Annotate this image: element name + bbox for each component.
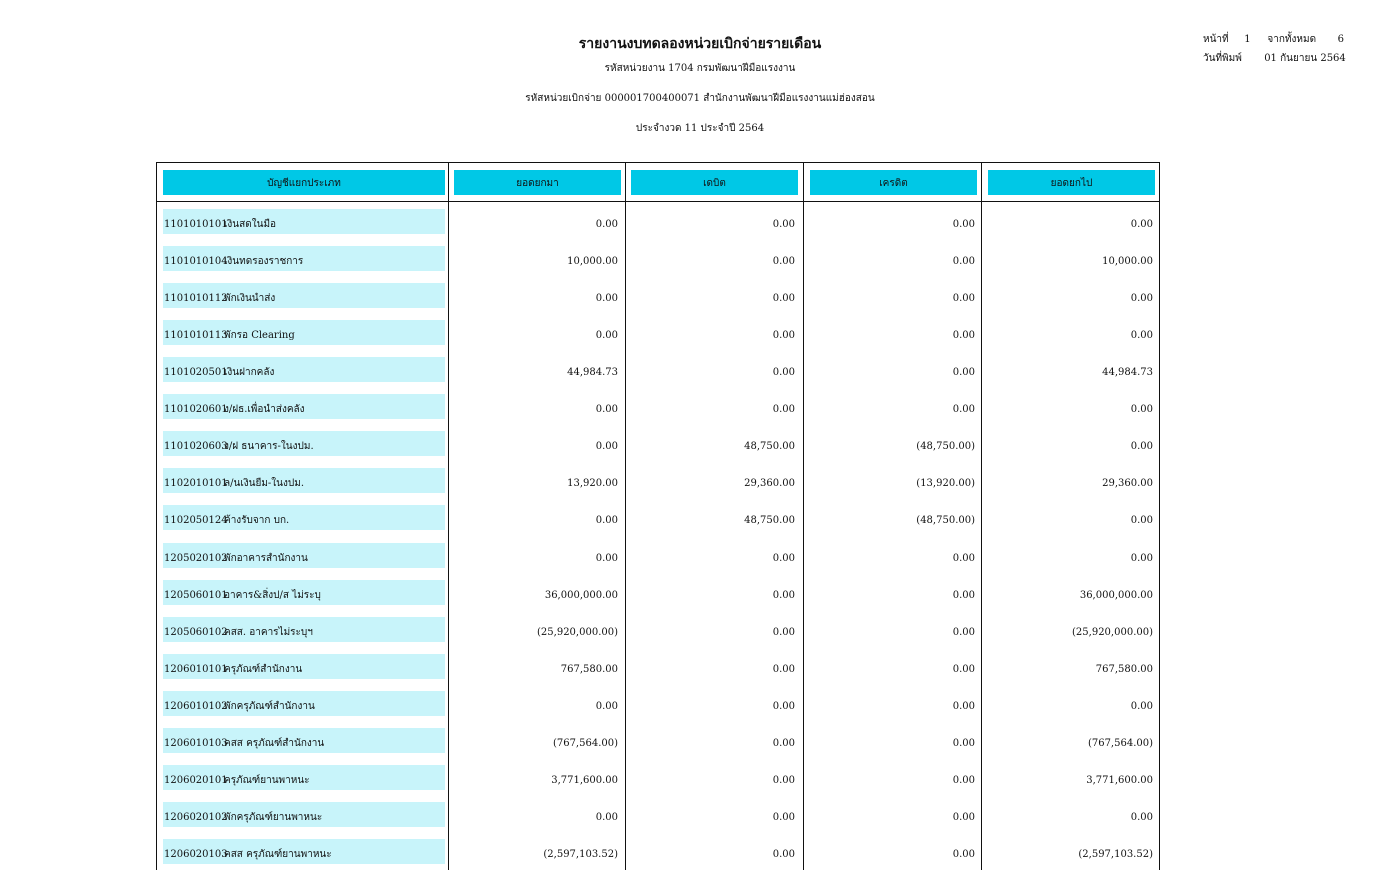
account-cell	[163, 246, 445, 271]
credit-cell: 0.00	[952, 849, 975, 861]
debit-cell: 0.00	[772, 849, 795, 861]
account-cell	[163, 283, 445, 308]
account-code: 1102010101	[164, 478, 228, 490]
account-code: 1101020501	[164, 367, 228, 379]
account-code: 1101020601	[164, 404, 228, 416]
account-name: เงินสดในมือ	[224, 219, 277, 230]
debit-cell: 0.00	[772, 330, 795, 342]
brought-forward-cell: (2,597,103.52)	[543, 849, 618, 861]
account-name: คสส. อาคารไม่ระบุฯ	[224, 626, 313, 638]
debit-cell: 48,750.00	[744, 515, 795, 527]
account-name: พักครุภัณฑ์ยานพาหนะ	[224, 811, 323, 823]
account-code: 1205060101	[164, 589, 228, 601]
account-name: เงินฝากคลัง	[224, 367, 275, 379]
carried-forward-cell: 0.00	[1130, 552, 1153, 564]
brought-forward-cell: 0.00	[595, 330, 618, 342]
account-code: 1206010102	[164, 700, 228, 712]
table-row	[157, 802, 1159, 827]
debit-cell: 0.00	[772, 367, 795, 379]
carried-forward-cell: 0.00	[1130, 293, 1153, 305]
account-code: 1101020603	[164, 441, 228, 453]
table-row	[157, 283, 1159, 308]
debit-cell: 0.00	[772, 811, 795, 823]
brought-forward-cell: 0.00	[595, 404, 618, 416]
credit-cell: 0.00	[952, 330, 975, 342]
credit-cell: 0.00	[952, 404, 975, 416]
page-number-info	[1203, 32, 1344, 47]
credit-cell: 0.00	[952, 293, 975, 305]
carried-forward-cell: 0.00	[1130, 404, 1153, 416]
account-name: ครุภัณฑ์สำนักงาน	[224, 663, 303, 675]
brought-forward-cell: 0.00	[595, 811, 618, 823]
debit-cell: 0.00	[772, 774, 795, 786]
credit-cell: 0.00	[952, 811, 975, 823]
account-name: คสส ครุภัณฑ์สำนักงาน	[224, 737, 325, 749]
brought-forward-cell: 0.00	[595, 441, 618, 453]
table-row	[157, 765, 1159, 790]
print-date-label: วันที่พิมพ์	[1203, 53, 1242, 64]
table-row	[157, 839, 1159, 864]
carried-forward-cell: 3,771,600.00	[1086, 774, 1153, 786]
account-name: คสส ครุภัณฑ์ยานพาหนะ	[224, 849, 332, 861]
debit-cell: 0.00	[772, 293, 795, 305]
account-name: ค้างรับจาก บก.	[224, 515, 290, 527]
credit-cell: 0.00	[952, 589, 975, 601]
debit-cell: 0.00	[772, 589, 795, 601]
account-cell	[163, 580, 445, 605]
table-row	[157, 505, 1159, 530]
print-date: 01 กันยายน 2564	[1264, 53, 1346, 64]
debit-cell: 0.00	[772, 404, 795, 416]
carried-forward-cell: 767,580.00	[1095, 663, 1153, 675]
table-row	[157, 580, 1159, 605]
carried-forward-cell: (2,597,103.52)	[1078, 849, 1153, 861]
carried-forward-cell: (25,920,000.00)	[1072, 626, 1153, 638]
account-name: พักอาคารสำนักงาน	[224, 552, 308, 564]
report-title: รายงานงบทดลองหน่วยเบิกจ่ายรายเดือน	[578, 36, 822, 52]
carried-forward-cell: 0.00	[1130, 330, 1153, 342]
table-row	[157, 543, 1159, 568]
carried-forward-cell: (767,564.00)	[1087, 737, 1153, 749]
page-label: หน้าที่	[1203, 34, 1229, 45]
table-row	[157, 209, 1159, 234]
account-code: 1101010113	[164, 330, 228, 342]
account-cell	[163, 394, 445, 419]
brought-forward-cell: 0.00	[595, 515, 618, 527]
account-cell	[163, 765, 445, 790]
account-cell	[163, 617, 445, 642]
account-cell	[163, 654, 445, 679]
account-cell	[163, 468, 445, 493]
carried-forward-cell: 36,000,000.00	[1079, 589, 1153, 601]
account-name: ล/นเงินยืม-ในงปม.	[224, 478, 305, 490]
agency-line: รหัสหน่วยงาน 1704 กรมพัฒนาฝีมือแรงงาน	[604, 63, 796, 74]
credit-cell: (48,750.00)	[916, 441, 975, 453]
brought-forward-cell: 0.00	[595, 700, 618, 712]
account-name: ครุภัณฑ์ยานพาหนะ	[224, 774, 310, 786]
print-date-info	[1203, 51, 1346, 66]
account-cell	[163, 839, 445, 864]
account-cell	[163, 728, 445, 753]
account-code: 1102050124	[164, 515, 228, 527]
debit-cell: 0.00	[772, 663, 795, 675]
debit-cell: 0.00	[772, 552, 795, 564]
account-name: เงินทดรองราชการ	[224, 256, 304, 268]
brought-forward-cell: 36,000,000.00	[544, 589, 618, 601]
total-pages: 6	[1337, 34, 1344, 45]
column-header-credit: เครดิต	[810, 170, 977, 195]
account-cell	[163, 505, 445, 530]
account-cell	[163, 691, 445, 716]
account-name: พักรอ Clearing	[224, 330, 295, 342]
brought-forward-cell: (767,564.00)	[552, 737, 618, 749]
brought-forward-cell: 10,000.00	[567, 256, 618, 268]
account-cell	[163, 431, 445, 456]
account-name: อาคาร&สิ่งป/ส ไม่ระบุ	[224, 589, 321, 601]
account-cell	[163, 543, 445, 568]
column-header-account: บัญชีแยกประเภท	[163, 170, 445, 195]
trial-balance-table	[156, 162, 1160, 870]
account-code: 1206020102	[164, 811, 228, 823]
carried-forward-cell: 0.00	[1130, 219, 1153, 230]
table-row	[157, 320, 1159, 345]
carried-forward-cell: 0.00	[1130, 700, 1153, 712]
debit-cell: 0.00	[772, 737, 795, 749]
carried-forward-cell: 0.00	[1130, 441, 1153, 453]
table-row	[157, 728, 1159, 753]
credit-cell: 0.00	[952, 552, 975, 564]
table-row	[157, 394, 1159, 419]
account-code: 1101010101	[164, 219, 228, 230]
page-number: 1	[1244, 34, 1251, 45]
carried-forward-cell: 10,000.00	[1102, 256, 1153, 268]
period-line: ประจำงวด 11 ประจำปี 2564	[635, 123, 765, 134]
table-row	[157, 617, 1159, 642]
table-row	[157, 431, 1159, 456]
account-code: 1101010112	[164, 293, 228, 305]
account-name: ง/ฝ ธนาคาร-ในงปม.	[224, 441, 314, 453]
carried-forward-cell: 0.00	[1130, 515, 1153, 527]
account-cell	[163, 320, 445, 345]
debit-cell: 0.00	[772, 219, 795, 230]
account-name: พักครุภัณฑ์สำนักงาน	[224, 700, 315, 712]
column-header-carried-forward: ยอดยกไป	[988, 170, 1155, 195]
account-cell	[163, 802, 445, 827]
debit-cell: 0.00	[772, 626, 795, 638]
account-code: 1205020102	[164, 552, 228, 564]
account-cell	[163, 357, 445, 382]
brought-forward-cell: 44,984.73	[567, 367, 618, 379]
brought-forward-cell: 0.00	[595, 293, 618, 305]
table-row	[157, 246, 1159, 271]
carried-forward-cell: 29,360.00	[1102, 478, 1153, 490]
credit-cell: 0.00	[952, 774, 975, 786]
total-label: จากทั้งหมด	[1267, 34, 1317, 45]
table-row	[157, 468, 1159, 493]
table-row	[157, 691, 1159, 716]
account-code: 1101010104	[164, 256, 228, 268]
brought-forward-cell: 13,920.00	[567, 478, 618, 490]
credit-cell: 0.00	[952, 256, 975, 268]
column-header-debit: เดบิต	[631, 170, 798, 195]
debit-cell: 48,750.00	[744, 441, 795, 453]
account-code: 1206010103	[164, 737, 228, 749]
brought-forward-cell: 767,580.00	[560, 663, 618, 675]
carried-forward-cell: 0.00	[1130, 811, 1153, 823]
brought-forward-cell: 0.00	[595, 552, 618, 564]
account-cell	[163, 209, 445, 234]
credit-cell: 0.00	[952, 626, 975, 638]
credit-cell: 0.00	[952, 219, 975, 230]
credit-cell: 0.00	[952, 700, 975, 712]
credit-cell: 0.00	[952, 737, 975, 749]
account-code: 1206020101	[164, 774, 228, 786]
credit-cell: 0.00	[952, 663, 975, 675]
credit-cell: 0.00	[952, 367, 975, 379]
brought-forward-cell: (25,920,000.00)	[537, 626, 618, 638]
disbursement-unit-line: รหัสหน่วยเบิกจ่าย 000001700400071 สำนักงานพัฒนาฝีมือแรงงานแม่ฮ่องสอน	[525, 93, 875, 104]
debit-cell: 0.00	[772, 700, 795, 712]
account-code: 1205060102	[164, 626, 228, 638]
column-header-brought-forward: ยอดยกมา	[454, 170, 621, 195]
header-divider	[157, 201, 1159, 202]
account-name: ง/ฝธ.เพื่อนำส่งคลัง	[224, 404, 305, 416]
account-code: 1206010101	[164, 663, 228, 675]
account-name: พักเงินนำส่ง	[224, 293, 276, 305]
account-code: 1206020103	[164, 849, 228, 861]
credit-cell: (48,750.00)	[916, 515, 975, 527]
brought-forward-cell: 0.00	[595, 219, 618, 230]
credit-cell: (13,920.00)	[916, 478, 975, 490]
debit-cell: 0.00	[772, 256, 795, 268]
carried-forward-cell: 44,984.73	[1102, 367, 1153, 379]
table-row	[157, 654, 1159, 679]
table-row	[157, 357, 1159, 382]
brought-forward-cell: 3,771,600.00	[551, 774, 618, 786]
debit-cell: 29,360.00	[744, 478, 795, 490]
